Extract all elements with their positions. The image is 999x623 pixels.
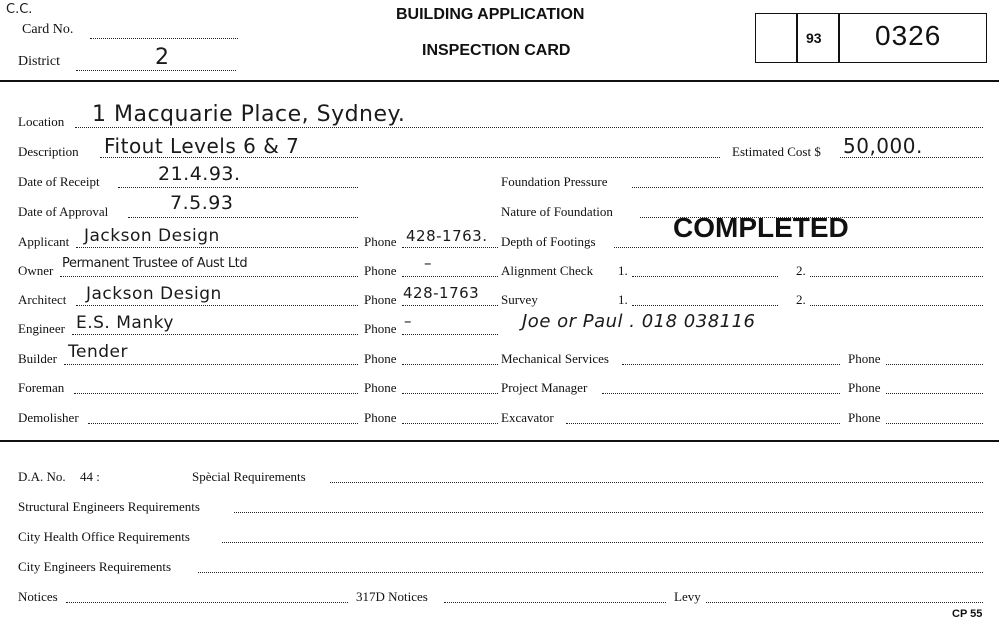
builder-value: Tender — [68, 342, 128, 362]
estimated-cost-value: 50,000. — [843, 134, 923, 158]
engineer-phone: – — [404, 312, 412, 330]
title-line-2: INSPECTION CARD — [422, 42, 571, 59]
project-manager-label: Project Manager — [501, 380, 588, 395]
applicant-phone-label: Phone — [364, 234, 397, 249]
depth-footings-line — [614, 247, 983, 248]
applicant-phone: 428-1763. — [406, 227, 488, 245]
owner-phone-label: Phone — [364, 263, 397, 278]
architect-phone: 428-1763 — [403, 284, 480, 302]
survey-line-1 — [632, 305, 778, 306]
approval-value: 7.5.93 — [170, 192, 234, 214]
notices-line — [66, 602, 348, 603]
alignment-label: Alignment Check — [501, 263, 594, 278]
engineer-phone-line — [402, 334, 498, 335]
title-line-1: BUILDING APPLICATION — [396, 6, 585, 23]
foreman-line — [74, 393, 358, 394]
survey-line-2 — [810, 305, 983, 306]
levy-label: Levy — [674, 589, 701, 604]
excavator-phone-label: Phone — [848, 410, 881, 425]
architect-value: Jackson Design — [86, 284, 222, 304]
survey-num-2: 2. — [796, 292, 806, 307]
levy-line — [706, 602, 983, 603]
notices-317d-line — [444, 602, 666, 603]
receipt-label: Date of Receipt — [18, 174, 100, 189]
builder-phone-label: Phone — [364, 351, 397, 366]
builder-line — [64, 364, 358, 365]
depth-footings-label: Depth of Footings — [501, 234, 596, 249]
applicant-value: Jackson Design — [84, 226, 220, 246]
number-box-divider-2 — [838, 13, 840, 63]
location-value: 1 Macquarie Place, Sydney. — [92, 102, 406, 127]
owner-value: Permanent Trustee of Aust Ltd — [62, 256, 248, 271]
demolisher-label: Demolisher — [18, 410, 79, 425]
foundation-pressure-line — [632, 187, 983, 188]
owner-phone: – — [424, 254, 432, 272]
card-number: 0326 — [875, 20, 942, 51]
survey-note: Joe or Paul . 018 038116 — [522, 311, 756, 332]
engineer-phone-label: Phone — [364, 321, 397, 336]
excavator-label: Excavator — [501, 410, 554, 425]
excavator-phone-line — [886, 423, 983, 424]
completed-stamp: COMPLETED — [673, 212, 849, 243]
foreman-label: Foreman — [18, 380, 65, 395]
alignment-num-2: 2. — [796, 263, 806, 278]
card-year: 93 — [806, 30, 822, 46]
notices-label: Notices — [18, 589, 58, 604]
survey-num-1: 1. — [618, 292, 628, 307]
approval-line — [128, 217, 358, 218]
receipt-value: 21.4.93. — [158, 163, 241, 185]
notices-317d-label: 317D Notices — [356, 589, 428, 604]
project-manager-line — [602, 393, 840, 394]
applicant-label: Applicant — [18, 234, 70, 249]
alignment-line-2 — [810, 276, 983, 277]
survey-label: Survey — [501, 292, 538, 307]
demolisher-phone-label: Phone — [364, 410, 397, 425]
architect-phone-line — [402, 305, 498, 306]
engineer-label: Engineer — [18, 321, 65, 336]
demolisher-phone-line — [402, 423, 498, 424]
section-rule — [0, 440, 999, 442]
district-label: District — [18, 54, 60, 69]
estimated-cost-label: Estimated Cost $ — [732, 144, 821, 159]
card-number-box — [755, 13, 987, 63]
builder-label: Builder — [18, 351, 57, 366]
description-value: Fitout Levels 6 & 7 — [104, 134, 300, 158]
header-rule — [0, 80, 999, 82]
demolisher-line — [88, 423, 358, 424]
mechanical-line — [622, 364, 840, 365]
project-manager-phone-label: Phone — [848, 380, 881, 395]
special-label: Spècial Requirements — [192, 469, 306, 484]
mechanical-phone-line — [886, 364, 983, 365]
card-code: CP 55 — [952, 608, 983, 620]
owner-label: Owner — [18, 263, 54, 278]
mechanical-phone-label: Phone — [848, 351, 881, 366]
applicant-line — [76, 247, 358, 248]
architect-line — [76, 305, 358, 306]
corner-note: C.C. — [6, 2, 33, 17]
excavator-line — [566, 423, 840, 424]
engineer-value: E.S. Manky — [76, 313, 174, 333]
location-line — [75, 127, 983, 128]
receipt-line — [118, 187, 358, 188]
card-no-label: Card No. — [22, 22, 74, 37]
location-label: Location — [18, 114, 65, 129]
owner-line — [60, 276, 358, 277]
structural-line — [234, 512, 983, 513]
description-label: Description — [18, 144, 79, 159]
project-manager-phone-line — [886, 393, 983, 394]
mechanical-label: Mechanical Services — [501, 351, 609, 366]
number-box-divider-1 — [796, 13, 798, 63]
architect-phone-label: Phone — [364, 292, 397, 307]
nature-foundation-label: Nature of Foundation — [501, 204, 613, 219]
health-label: City Health Office Requirements — [18, 529, 190, 544]
da-label: D.A. No. — [18, 469, 66, 484]
card-no-line — [90, 38, 238, 39]
special-line — [330, 482, 983, 483]
da-value: 44 : — [80, 469, 100, 484]
alignment-line-1 — [632, 276, 778, 277]
architect-label: Architect — [18, 292, 67, 307]
builder-phone-line — [402, 364, 498, 365]
approval-label: Date of Approval — [18, 204, 109, 219]
owner-phone-line — [402, 276, 498, 277]
applicant-phone-line — [402, 247, 498, 248]
alignment-num-1: 1. — [618, 263, 628, 278]
foreman-phone-label: Phone — [364, 380, 397, 395]
engineer-line — [72, 334, 358, 335]
district-line — [76, 70, 236, 71]
structural-label: Structural Engineers Requirements — [18, 499, 200, 514]
district-value: 2 — [155, 45, 170, 70]
foundation-pressure-label: Foundation Pressure — [501, 174, 608, 189]
foreman-phone-line — [402, 393, 498, 394]
city-eng-line — [198, 572, 983, 573]
city-eng-label: City Engineers Requirements — [18, 559, 172, 574]
health-line — [222, 542, 983, 543]
